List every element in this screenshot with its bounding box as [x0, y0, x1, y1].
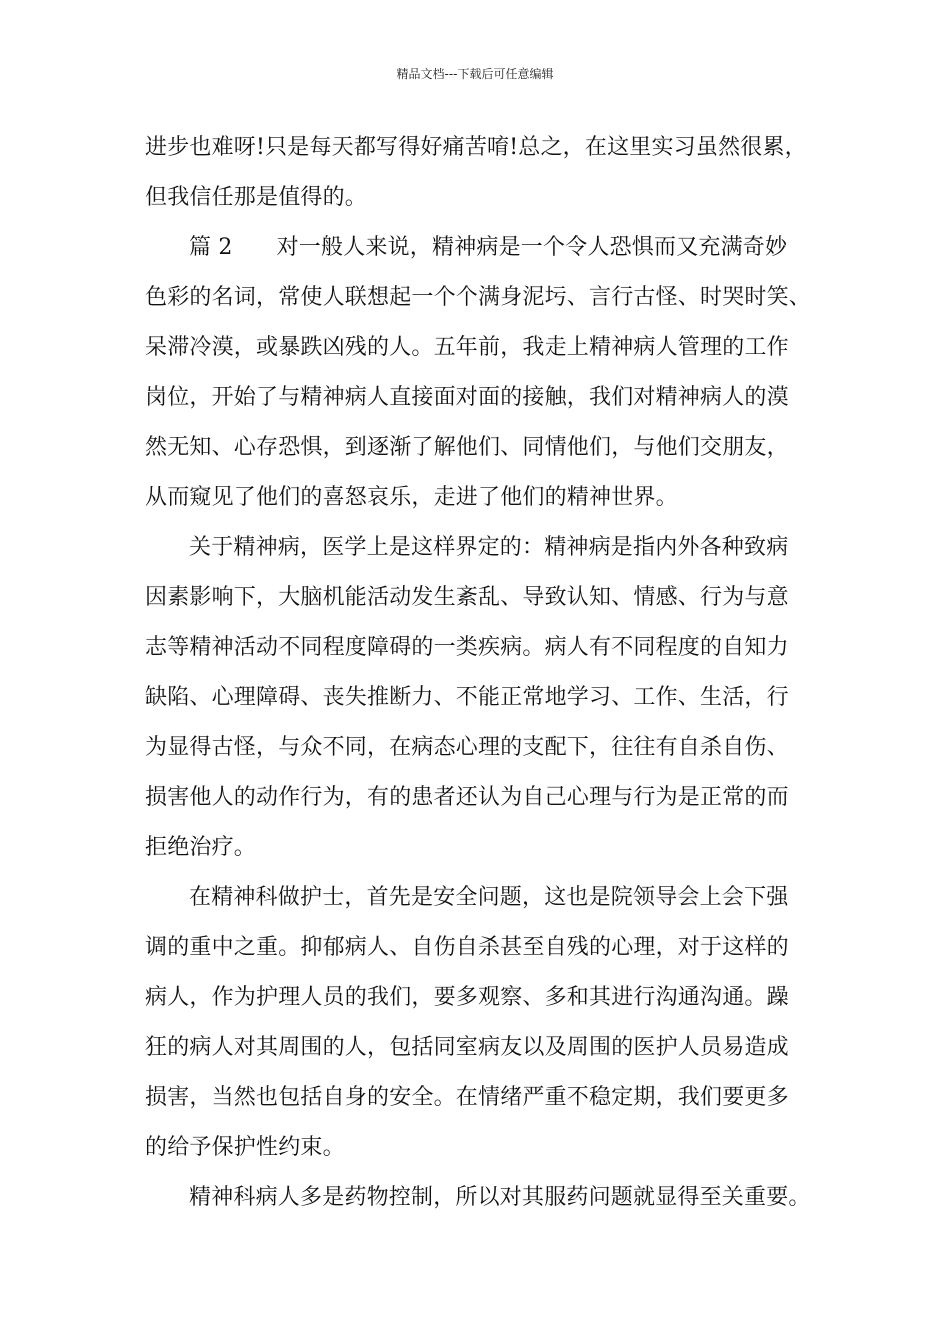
text-line: 损害，当然也包括自身的安全。在情绪严重不稳定期，我们要更多	[145, 1085, 789, 1110]
text-line: 为显得古怪，与众不同，在病态心理的支配下，往往有自杀自伤、	[145, 735, 789, 760]
paragraph-first-line: 在精神科做护士，首先是安全问题，这也是院领导会上会下强	[189, 885, 789, 910]
paragraph-first-line: 关于精神病，医学上是这样界定的：精神病是指内外各种致病	[189, 535, 789, 560]
section-heading-line	[145, 230, 835, 280]
section-label: 篇 2	[189, 235, 233, 260]
text-line: 岗位，开始了与精神病人直接面对面的接触，我们对精神病人的漠	[145, 385, 789, 410]
text-line: 色彩的名词，常使人联想起一个个满身泥圬、言行古怪、时哭时笑、	[145, 285, 812, 310]
text-line: 缺陷、心理障碍、丧失推断力、不能正常地学习、工作、生活，行	[145, 685, 789, 710]
text-line: 从而窥见了他们的喜怒哀乐，走进了他们的精神世界。	[145, 485, 678, 510]
text-line: 的给予保护性约束。	[145, 1135, 345, 1160]
text-line: 志等精神活动不同程度障碍的一类疾病。病人有不同程度的自知力	[145, 635, 789, 660]
text-line: 然无知、心存恐惧，到逐渐了解他们、同情他们，与他们交朋友，	[145, 435, 789, 460]
document-body	[145, 130, 835, 1230]
text-line: 拒绝治疗。	[145, 835, 257, 860]
paragraph-first-line: 精神科病人多是药物控制，所以对其服药问题就显得至关重要。	[189, 1185, 811, 1210]
text-line: 进步也难呀!只是每天都写得好痛苦唷!总之，在这里实习虽然很累，	[145, 135, 807, 160]
text-line: 因素影响下，大脑机能活动发生紊乱、导致认知、情感、行为与意	[145, 585, 789, 610]
text-line: 调的重中之重。抑郁病人、自伤自杀甚至自残的心理，对于这样的	[145, 935, 789, 960]
text-line: 损害他人的动作行为，有的患者还认为自己心理与行为是正常的而	[145, 785, 789, 810]
text-line: 但我信任那是值得的。	[145, 185, 368, 210]
text-line: 呆滞冷漠，或暴跌凶残的人。五年前，我走上精神病人管理的工作	[145, 335, 789, 360]
page-header: 精品文档---下载后可任意编辑	[396, 67, 554, 81]
text-line: 对一般人来说，精神病是一个令人恐惧而又充满奇妙	[276, 235, 788, 260]
text-line: 狂的病人对其周围的人，包括同室病友以及周围的医护人员易造成	[145, 1035, 789, 1060]
text-line: 病人，作为护理人员的我们，要多观察、多和其进行沟通沟通。躁	[145, 985, 789, 1010]
